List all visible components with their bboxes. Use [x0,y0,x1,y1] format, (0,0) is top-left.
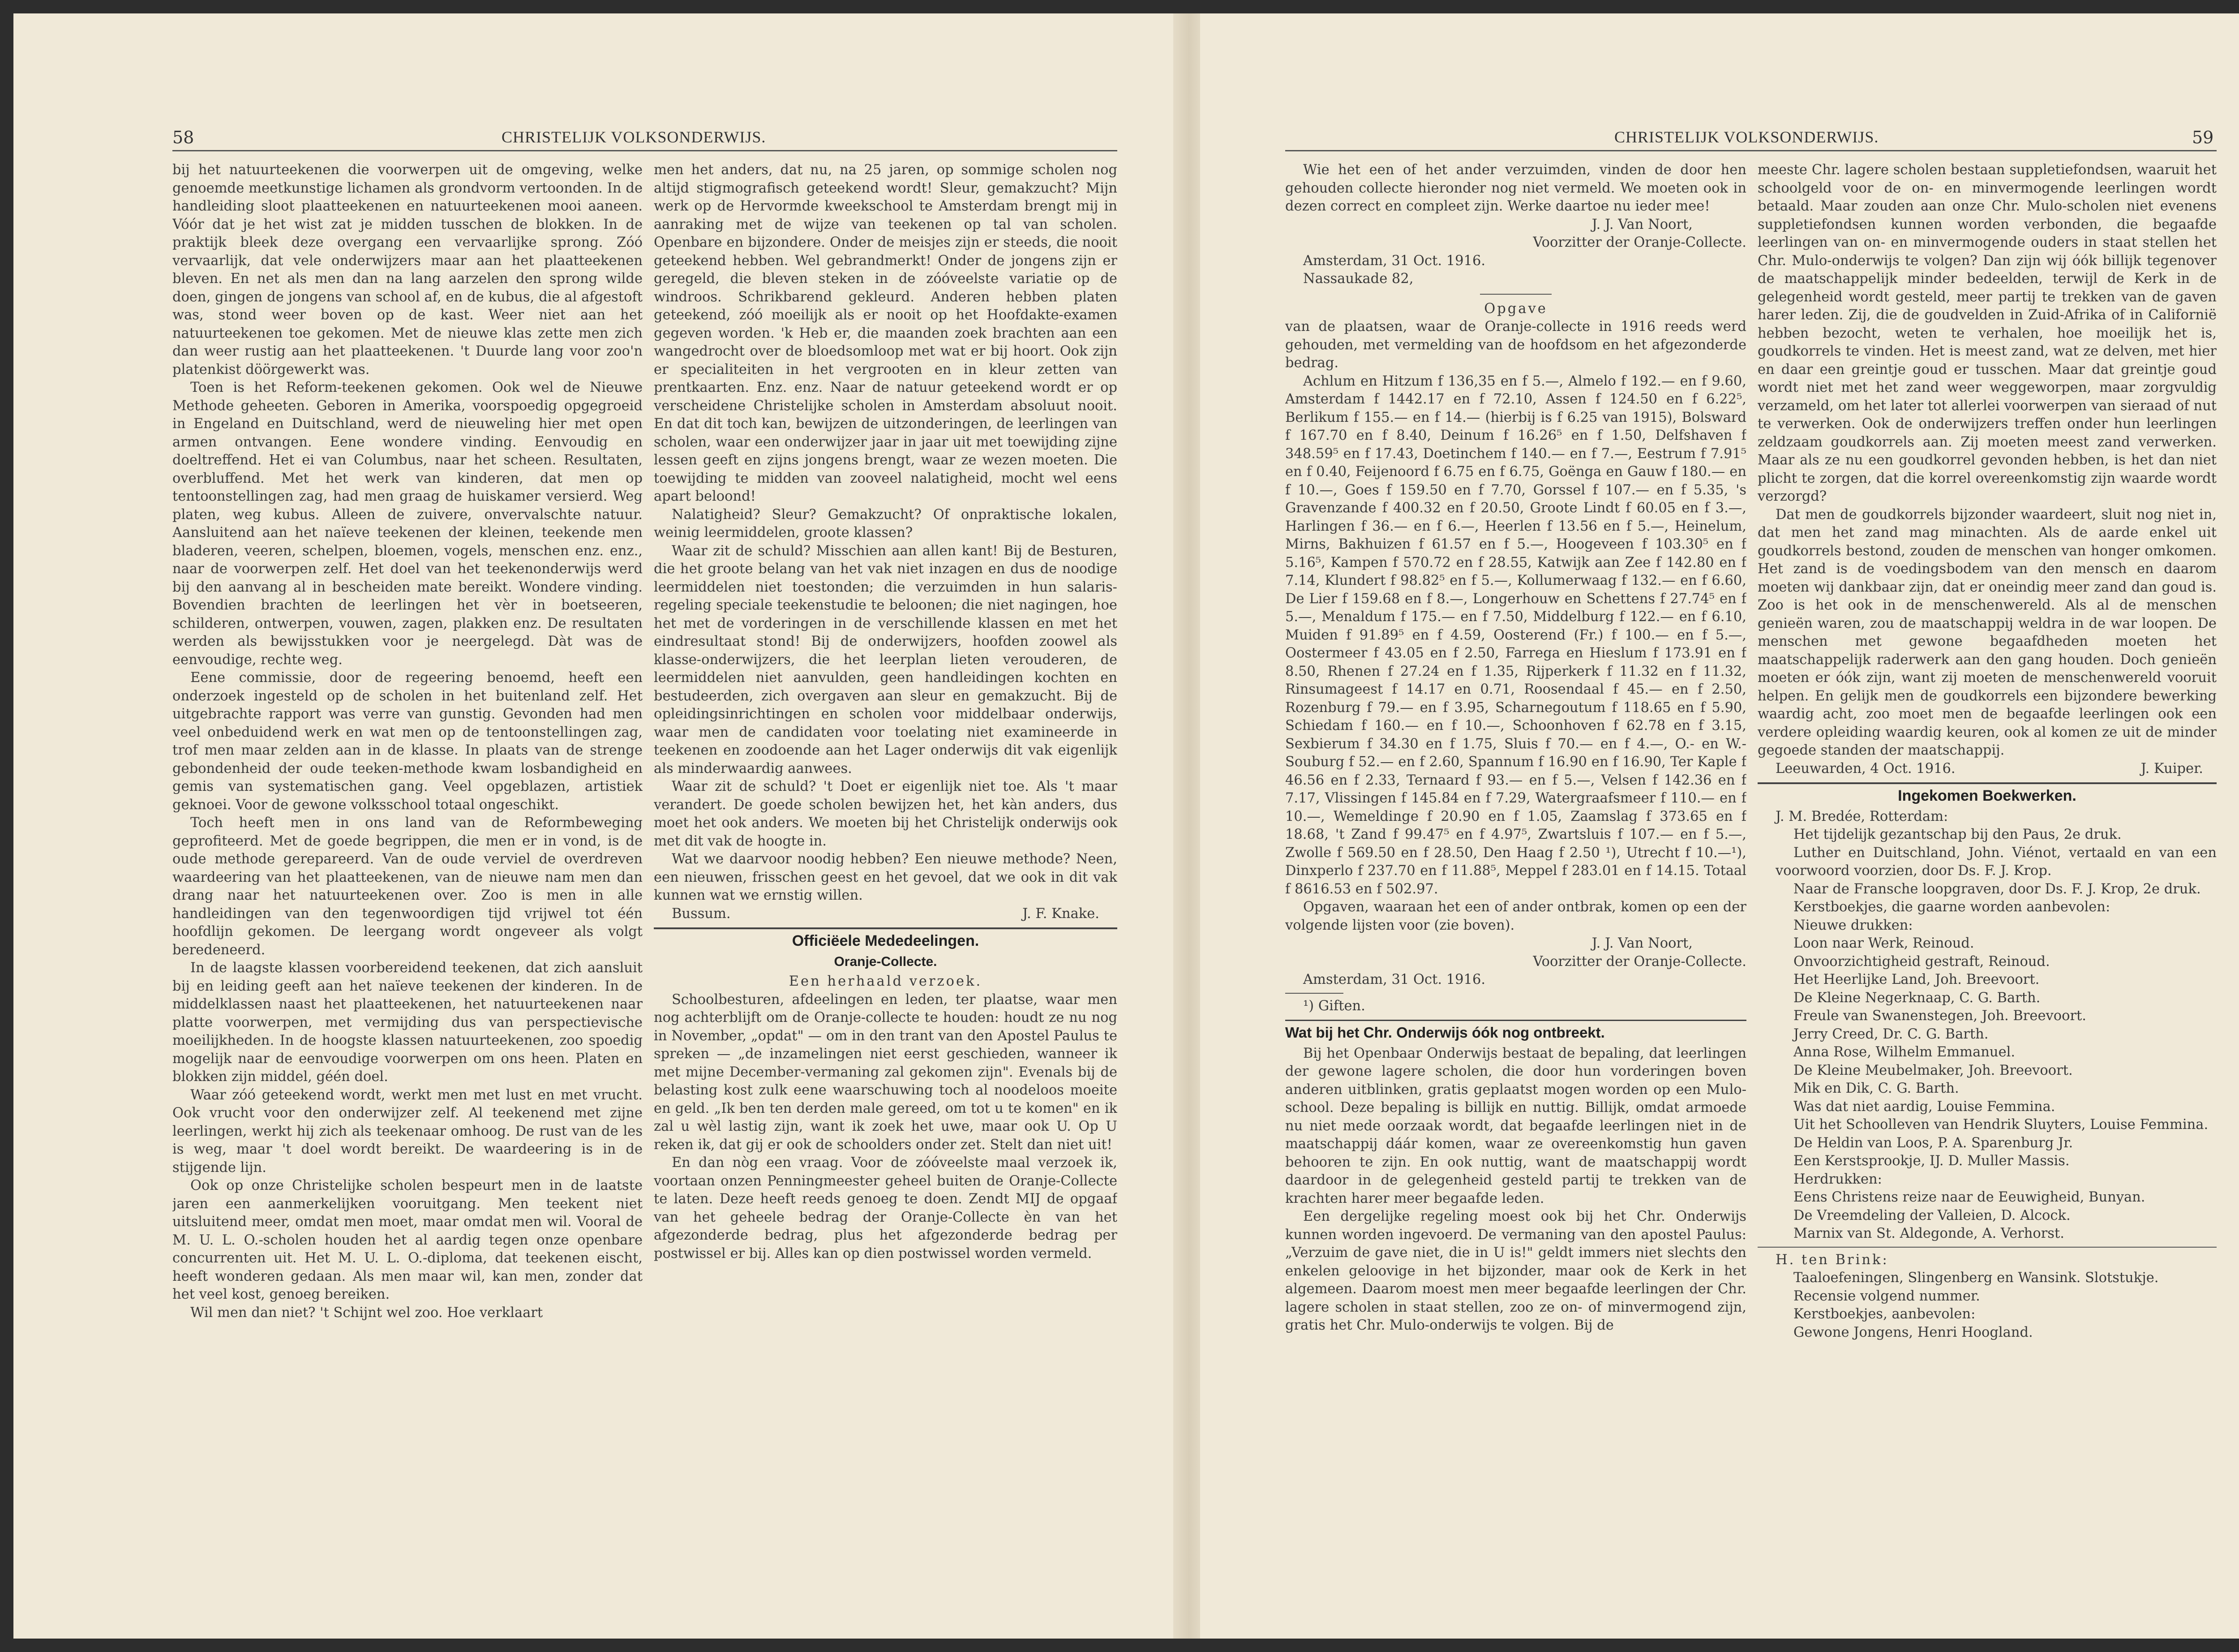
signature-place: Leeuwarden, 4 Oct. 1916. [1776,760,1956,777]
signature-line [654,905,1117,923]
paragraph: bij het natuurteekenen die voorwerpen uit de omgeving, welke genoemde meetkunstige lichamen als grondvorm vertoonden. In de handleiding sloot plaatteekenen en natuurteekenen mooi aaneen. Vóór dat je het wist zat je midden tusschen de blokken. In de praktijk bleek deze overgang een vervaarlijke sprong. Zóó vervaarlijk, dat vele onderwijzers maar aan het plaatteekenen bleven. En net als men dan na lang aarzelen den sprong wilde doen, gingen de jongens van school af, en de kubus, die al afgestoft was, stond weer boven op de kast. Weer niet aan het natuurteekenen toe gekomen. Met de nieuwe klas zette men zich dan weer rustig aan het plaatteekenen. 't Duurde lang voor zoo'n platenkist döörgewerkt was. [172,162,643,378]
publisher: J. M. Bredée, Rotterdam: [1776,808,1948,824]
book-entry: Kerstboekjes, die gaarne worden aanbevolen: [1793,899,2110,915]
signature-place: Bussum. [672,905,731,922]
publisher: H. ten Brink: [1776,1252,1889,1268]
paragraph: Opgaven, waaraan het een of ander ontbrak, komen op een der volgende lijsten voor (zie boven). [1285,899,1746,933]
subsection-subtitle: Een herhaald verzoek. [789,974,982,989]
signature-name: J. F. Knake. [1022,905,1099,922]
book-entry: De Kleine Negerknaap, C. G. Barth. [1793,990,2041,1006]
signature-name: J. J. Van Noort, [1591,935,1693,951]
signature-line [1758,760,2217,778]
book-entry: De Kleine Meubelmaker, Joh. Breevoort. [1793,1062,2073,1078]
paragraph: Waar zóó geteekend wordt, werkt men met lust en met vrucht. Ook vrucht voor den onderwijzer zelf. Al teekenend met zijne leerlingen, werkt hij zich als teekenaar omhoog. De rust van de les is weg, maar 't doel wordt bereikt. De waardeering is in de stijgende lijn. [172,1087,643,1176]
book-entry: Luther en Duitschland, John. Viénot, vertaald en van een voorwoord voorzien, door Ds. F. J. Krop. [1776,845,2217,879]
running-head: CHRISTELIJK VOLKSONDERWIJS. [502,128,766,146]
left-page [13,13,1178,1639]
running-head: CHRISTELIJK VOLKSONDERWIJS. [1614,128,1879,146]
book-entry: Het Heerlijke Land, Joh. Breevoort. [1793,972,2040,987]
signature-name: J. J. Van Noort, [1591,216,1693,232]
paragraph: Waar zit de schuld? 't Doet er eigenlijk niet toe. Als 't maar verandert. De goede scholen bewijzen het, het kàn anders, dus moet het ook anders. We moeten bij het Christelijk onderwijs ook met dit vak de hoogte in. [654,779,1117,849]
signature-address: Nassaukade 82, [1303,271,1414,287]
book-entry: Eens Christens reize naar de Eeuwigheid, Bunyan. [1793,1189,2145,1205]
paragraph: van de plaatsen, waar de Oranje-collecte in 1916 reeds werd gehouden, met vermelding van de hoofdsom en het afgezonderde bedrag. [1285,319,1746,371]
paragraph: men het anders, dat nu, na 25 jaren, op sommige scholen nog altijd stigmografisch geteekend wordt! Sleur, gemakzucht? Mijn werk op de Hervormde kweekschool te Amsterdam brengt mij in aanraking met de wijze van teekenen op tal van scholen. Openbare en bijzondere. Onder de meisjes zijn er steeds, die nooit geteekend hebben. Wel gebrandmerkt! Onder de jongens zijn er geregeld, die bleven steken in de zóóveelste variatie op de windroos. Schrikbarend gekleurd. Anderen hebben platen geteekend, zóó moeilijk als er nooit op het Hoofdakte-examen gegeven worden. 'k Heb er, die maanden zoek brachten aan een wangedrocht over de bloedsomloop met wat er bij hoort. Ook zijn er specialiteiten in het vergrooten en in kleur zetten van prentkaarten. Enz. enz. Naar de natuur geteekend wordt er op verscheidene Christelijke scholen in Amsterdam absoluut nooit. En dat dit toch kan, bewijzen de uitzonderingen, de leerlingen van scholen, waar een onderwijzer jaar in jaar uit met toewijding zijne lessen geeft en zijns jongens brengt, waar ze wezen moeten. Die toewijding te midden van zooveel nalatigheid, mocht wel eens apart beloond! [654,162,1117,504]
paragraph: Toch heeft men in ons land van de Reformbeweging geprofiteerd. Met de goede begrippen, die men er in vond, is de oude methode gerepareerd. Van de oude verviel de overdreven waardeering van het plaatteekenen, van de nieuwe nam men dan drang naar het natuurteekenen over. Zoo is men in alle handleidingen van den tegenwoordigen tijd vrijwel tot één hoofdlijn gekomen. De leergang wordt ongeveer als volgt beredeneerd. [172,815,643,958]
book-entry: Een Kerstsprookje, IJ. D. Muller Massis. [1793,1153,2070,1169]
signature-place: Amsterdam, 31 Oct. 1916. [1303,972,1486,987]
book-entry: Jerry Creed, Dr. C. G. Barth. [1793,1026,1989,1042]
list-title: Opgave [1484,300,1548,317]
article-column-1 [172,161,643,1322]
paragraph: Wie het een of het ander verzuimden, vinden de door hen gehouden collecte hieronder nog niet vermeld. We moeten ook in dezen correct en compleet zijn. Werke daartoe nu ieder mee! [1285,162,1746,214]
book-entry: Nieuwe drukken: [1793,917,1913,933]
paragraph: Wil men dan niet? 't Schijnt wel zoo. Hoe verklaart [190,1304,543,1321]
book-entry: Freule van Swanenstegen, Joh. Breevoort. [1793,1008,2086,1024]
book-entry: Kerstboekjes, aanbevolen: [1793,1306,1976,1322]
book-entry: Anna Rose, Wilhelm Emmanuel. [1793,1044,2016,1060]
book-entry: Marnix van St. Aldegonde, A. Verhorst. [1793,1226,2064,1241]
book-entry: Mik en Dik, C. G. Barth. [1793,1081,1959,1096]
separator [1480,294,1552,295]
paragraph: Nalatigheid? Sleur? Gemakzucht? Of onpraktische lokalen, weinig leermiddelen, groote klassen? [654,506,1117,541]
book-entry: Onvoorzichtigheid gestraft, Reinoud. [1793,953,2050,970]
right-page [1200,13,2239,1639]
page-number: 58 [172,128,194,147]
scanned-spread [13,13,2239,1639]
paragraph: En dan nòg een vraag. Voor de zóóveelste maal verzoek ik, voortaan onzen Penningmeester geheel buiten de Oranje-Collecte te laten. Deze heeft reeds genoeg te doen. Zendt MIJ de opgaaf van het geheele bedrag der Oranje-Collecte èn van het afgezonderde bedrag, plus het afgezonderde bedrag per postwissel er bij. Alles kan op dien postwissel worden vermeld. [654,1155,1117,1262]
list-rule [1758,1247,2217,1248]
article-column-2 [654,161,1117,1263]
signature-name: J. Kuiper. [2140,760,2203,777]
signature-role: Voorzitter der Oranje-Collecte. [1533,953,1746,970]
footnote-rule [1285,993,1343,994]
paragraph: meeste Chr. lagere scholen bestaan suppletiefondsen, waaruit het schoolgeld voor de on- en minvermogende leerlingen wordt betaald. Maar zouden aan onze Chr. Mulo-scholen niet evenens suppletiefondsen kunnen worden verbonden, die begaafde leerlingen van on- en minvermogende ouders in staat stellen het Chr. Mulo-onderwijs te volgen? Dan zijn wij óók billijk tegenover de maatschappelijk minder bedeelden, terwijl de Kerk in de gelegenheid wordt gesteld, meer partij te trekken van de gaven harer leden. Zij, die de goudvelden in Zuid-Afrika of in Californië hebben bezocht, weten te verhalen, hoe moeilijk het is, goudkorrels te vinden. Het is meest zand, wat ze delven, met hier en daar een greintje goud er tusschen. Maar dat greintje goud wordt niet met het zand weer weggeworpen, maar zorgvuldig verzameld, om het later tot allerlei voorwerpen van sieraad of nut te verwerken. Ook de onderwijzers treffen onder hun leerlingen zeldzaam goudkorrels aan. Zij moeten meest zand verwerken. Maar als ze nu een goudkorrel gevonden hebben, is het dan niet plicht te zorgen, dat die korrel overeenkomstig zijn waarde wordt verzorgd? [1758,162,2217,504]
book-entry: De Vreemdeling der Valleien, D. Alcock. [1793,1207,2071,1223]
paragraph: Ook op onze Christelijke scholen bespeurt men in de laatste jaren een aanmerkelijken vooruitgang. Men teekent niet uitsluitend meer, omdat men moet, maar omdat men wil. Vooral de M. U. L. O.-scholen houden het al aardig tegen onze openbare concurrenten uit. Het M. U. L. O.-diploma, dat teekenen eischt, heeft wonderen gedaan. Als men maar wil, kan men, zonder dat het veel kost, genoeg bereiken. [172,1178,643,1302]
section-title: Officiëele Mededeelingen. [654,927,1117,950]
paragraph: Een dergelijke regeling moest ook bij het Chr. Onderwijs kunnen worden ingevoerd. De vermaning van den apostel Paulus: „Verzuim de gave niet, die in U is!" geldt immers niet slechts den enkelen geloovige in het bijzonder, maar ook de Kerk in het algemeen. Daarom moest men meer begaafde leerlingen der Chr. lagere scholen in staat stellen, zoo ze on- of minvermogend zijn, gratis het Chr. Mulo-onderwijs te volgen. Bij de [1285,1209,1746,1333]
paragraph: Schoolbesturen, afdeelingen en leden, ter plaatse, waar men nog achterblijft om de Oranje-collecte te houden: houdt ze nu nog in November, „opdat" — om in den trant van den Apostel Paulus te spreken — „de inzamelingen niet eerst geschieden, wanneer ik met mijne December-vermaning zal gekomen zijn". Evenals bij de belasting kost zulk eene waarschuwing toch al noodeloos moeite en geld. „Ik ben ten derden male gereed, om tot u te komen" en ik zal u wèl lastig zijn, want ik zoek het uwe, maar ook U. Op U reken ik, dat gij er ook de schoolders onder zet. Stelt dan niet uit! [654,991,1117,1153]
book-entry: Recensie volgend nummer. [1793,1288,1980,1304]
paragraph: Toen is het Reform-teekenen gekomen. Ook wel de Nieuwe Methode geheeten. Geboren in Amerika, voorspoedig opgegroeid in Engeland en Duitschland, werd de nieuweling hier met open armen ontvangen. Eene wondere vinding. Eenvoudig en doeltreffend. Het ei van Columbus, naar het scheen. Resultaten, overbluffend. Met het werk van kinderen, dat men op tentoonstellingen zag, had men graag de huiskamer versierd. Weg platen, weg kubus. Alleen de zuivere, onvervalschte natuur. Aansluitend aan het naïeve teekenen der kleinen, teekende men bladeren, veeren, schelpen, bloemen, vogels, menschen enz. enz., naar de voorwerpen zelf. Het doel van het teekenonderwijs werd bij den aanvang al in bescheiden mate bereikt. Wondere vinding. Bovendien brachten de leerlingen het vèr in boetseeren, schilderen, ontwerpen, vouwen, zagen, plakken enz. De resultaten werden als bewijsstukken voor je neergelegd. Dàt was de eenvoudige, rechte weg. [172,380,643,668]
header-rule [172,150,1117,151]
paragraph: Eene commissie, door de regeering benoemd, heeft een onderzoek ingesteld op de scholen in het buitenland zelf. Het uitgebrachte rapport was verre van gunstig. Gevonden had men veel onbeduidend werk en wat men op de tentoonstellingen zag, trof men maar zelden aan in de klasse. In plaats van de strenge gebondenheid der oude teeken-methode kwam losbandigheid en gemis van systematischen gang. Veel opgeblazen, artistiek geknoei. Voor de gewone volksschool totaal ongeschikt. [172,670,643,813]
book-entry: Loon naar Werk, Reinoud. [1793,935,1974,951]
paragraph: Waar zit de schuld? Misschien aan allen kant! Bij de Besturen, die het groote belang van het vak niet inzagen en dus de noodige leermiddelen niet toestonden; die verzuimden in hun salaris-regeling speciale teekenstudie te beloonen; die niet nagingen, hoe het met de vorderingen in de verschillende klassen en met het eindresultaat stond! Bij de onderwijzers, hoofden zoowel als klasse-onderwijzers, die het leerplan lieten verouderen, de leermiddelen niet aanvulden, geen handleidingen kochten en bestudeerden, zich overgaven aan sleur en gemakzucht. Bij de opleidingsinrichtingen en scholen voor middelbaar onderwijs, waar men de candidaten voor toelating niet examineerde in teekenen en zoodoende aan het Lager onderwijs dit vak eigenlijk als minderwaardig aanwees. [654,543,1117,777]
book-entry: Taaloefeningen, Slingenberg en Wansink. Slotstukje. [1793,1270,2159,1286]
header-rule [1285,150,2217,151]
article-column-3 [1285,161,1746,1335]
collection-list: Achlum en Hitzum f 136,35 en f 5.—, Almelo f 192.— en f 9.60, Amsterdam f 1442.17 en f 72.10, Assen f 124.50 en f 6.22⁵, Berlikum f 155.— en f 14.— (hierbij is f 6.25 van 1915), Bolsward f 167.70 en f 8.40, Deinum f 16.26⁵ en f 1.50, Delfshaven f 348.59⁵ en f 17.43, Doetinchem f 140.— en f 7.—, Eestrum f 7.91⁵ en f 0.40, Feijenoord f 6.75 en f 6.75, Goënga en Gauw f 180.— en f 10.—, Goes f 159.50 en f 7.70, Gorssel f 107.— en f 5.35, 's Gravenzande f 400.32 en f 20.50, Groote Lindt f 60.05 en f 3.—, Harlingen f 36.— en f 6.—, Heerlen f 13.56 en f 5.—, Heinelum, Mirns, Bakhuizen f 61.57 en f 5.—, Hoogeveen f 103.30⁵ en f 5.16⁵, Kampen f 570.72 en f 28.55, Katwijk aan Zee f 142.80 en f 7.14, Klundert f 98.82⁵ en f 5.—, Kollumerwaag f 132.— en f 6.60, De Lier f 159.68 en f 8.—, Longerhouw en Schettens f 27.74⁵ en f 5.—, Menaldum f 175.— en f 7.50, Middelburg f 122.— en f 6.10, Muiden f 91.89⁵ en f 4.59, Oosterend (Fr.) f 100.— en f 5.—, Oostermeer f 43.05 en f 2.50, Farrega en Hieslum f 173.91 en f 8.50, Rhenen f 27.24 en f 1.35, Rijperkerk f 11.32 en f 11.32, Rinsumageest f 14.17 en 0.71, Roosendaal f 45.— en f 2.50, Rozenburg f 79.— en f 3.95, Scharnegoutum f 118.65 en f 5.90, Schiedam f 160.— en f 10.—, Schoonhoven f 62.78 en f 3.15, Sexbierum f 34.30 en f 1.75, Sluis f 70.— en f 4.—, O.- en W.-Souburg f 52.— en f 2.60, Spannum f 16.90 en f 16.90, Ter Kaple f 46.56 en f 2.33, Ternaard f 93.— en f 5.—, Velsen f 142.36 en f 7.17, Vlissingen f 145.84 en f 7.29, Watergraafsmeer f 110.— en f 10.—, Wemeldinge f 20.90 en f 1.05, Zaamslag f 373.65 en f 18.68, 't Zand f 99.47⁵ en f 4.97⁵, Zwartsluis f 107.— en f 5.—, Zwolle f 569.50 en f 28.50, Den Haag f 2.50 ¹), Utrecht f 10.—¹), Dinxperlo f 237.70 en f 11.88⁵, Meppel f 283.01 en f 14.15. Totaal f 8616.53 en f 502.97. [1285,373,1746,897]
footnote: ¹) Giften. [1303,998,1365,1014]
paragraph: Wat we daarvoor noodig hebben? Een nieuwe methode? Neen, een nieuwen, frisschen geest en het gevoel, dat we ook in dit vak kunnen wat we ernstig willen. [654,851,1117,903]
paragraph: In de laagste klassen voorbereidend teekenen, dat zich aansluit bij en leiding geeft aan het naïeve teekenen der kinderen. In de middelklassen naast het plaatteekenen, het natuurteekenen naar platte voorwerpen, met vermijding dus van perspectievische moeilijkheden. In de hoogste klassen natuurteekenen, zoo spoedig mogelijk naar de eenvoudige voorwerpen om ons heen. Platen en blokken zijn middel, géén doel. [172,960,643,1085]
book-entry: Herdrukken: [1793,1171,1882,1187]
subsection-title: Oranje-Collecte. [834,954,937,969]
paragraph: Bij het Openbaar Onderwijs bestaat de bepaling, dat leerlingen der gewone lagere scholen, die door hun vorderingen boven anderen uitblinken, gratis geplaatst mogen worden op een Mulo-school. Deze bepaling is billijk en nuttig. Billijk, omdat armoede nu niet mede oorzaak wordt, dat begaafde leerlingen niet in de maatschappij dáár komen, waar ze overeenkomstig hun gaven behooren te zijn. En ook nuttig, want de maatschappij wordt daardoor in de gelegenheid gesteld partij te trekken van de krachten harer meer begaafde leden. [1285,1045,1746,1206]
section-title: Ingekomen Boekwerken. [1758,782,2217,805]
book-entry: Het tijdelijk gezantschap bij den Paus, 2e druk. [1793,827,2122,842]
book-entry: Uit het Schoolleven van Hendrik Sluyters, Louise Femmina. [1793,1117,2209,1133]
section-title: Wat bij het Chr. Onderwijs óók nog ontbreekt. [1285,1020,1746,1042]
signature-place: Amsterdam, 31 Oct. 1916. [1303,253,1486,269]
book-entry: Gewone Jongens, Henri Hoogland. [1793,1324,2033,1340]
paragraph: Dat men de goudkorrels bijzonder waardeert, sluit nog niet in, dat men het zand mag minachten. Als de aarde enkel uit goudkorrels bestond, zouden de menschen van honger omkomen. Het zand is de voedingsbodem van den mensch en daarom moeten wij dankbaar zijn, dat er oneindig meer zand dan goud is. Zoo is het ook in de menschenwereld. Als al de menschen genieën waren, zou de maatschappij weldra in de war loopen. De menschen met gewone begaafdheden moeten het maatschappelijk raderwerk aan den gang houden. Doch genieën moeten er óók zijn, want zij moeten de menschenwereld vooruit helpen. En gelijk men de goudkorrels een bijzondere bewerking waardig acht, zoo moet men de begaafde leerlingen ook een verdere opleiding waardig keuren, ook al komen ze uit de minder gegoede standen der maatschappij. [1758,506,2217,758]
book-entry: Was dat niet aardig, Louise Femmina. [1793,1098,2055,1115]
article-column-4 [1758,161,2217,1342]
book-entry: Naar de Fransche loopgraven, door Ds. F. J. Krop, 2e druk. [1793,881,2201,897]
page-number: 59 [2192,128,2214,147]
signature-role: Voorzitter der Oranje-Collecte. [1533,235,1746,250]
book-entry: De Heldin van Loos, P. A. Sparenburg Jr. [1793,1135,2073,1151]
